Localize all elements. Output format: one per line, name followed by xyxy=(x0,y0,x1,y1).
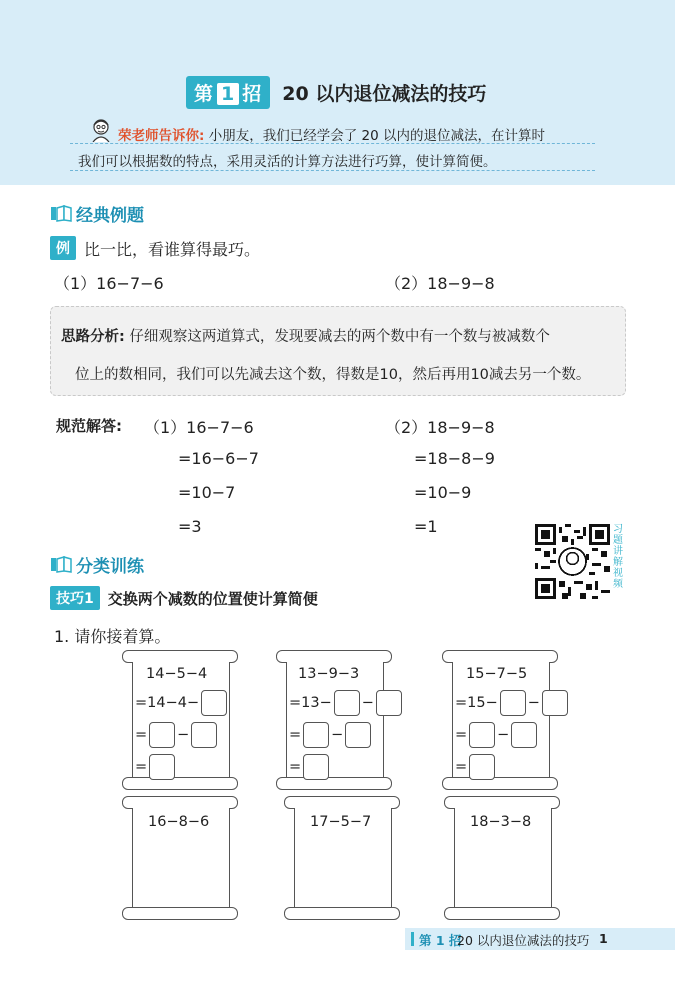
analysis-label: 思路分析: xyxy=(61,329,125,345)
teacher-icon xyxy=(88,116,114,142)
equals-sign: = xyxy=(289,759,302,775)
answer-box[interactable] xyxy=(201,690,227,716)
scroll-card xyxy=(284,796,402,921)
footer-chapter: 第 1 招 xyxy=(419,933,462,948)
analysis-box xyxy=(50,306,626,396)
scroll-card xyxy=(122,796,240,921)
example-prompt xyxy=(50,236,260,260)
section-classic xyxy=(50,201,144,226)
skill-text: 交换两个减数的位置使计算简便 xyxy=(107,589,318,608)
answer-box[interactable] xyxy=(149,754,175,780)
equals-sign: = xyxy=(289,727,302,743)
section-training-title: 分类训练 xyxy=(76,557,144,577)
scroll-expression: 18−3−8 xyxy=(470,814,532,830)
answer-box[interactable] xyxy=(345,722,371,748)
chapter-badge xyxy=(186,76,270,109)
answer-box[interactable] xyxy=(500,690,526,716)
footer-accent-bar xyxy=(411,932,414,946)
tip-speaker: 荣老师告诉你: xyxy=(118,128,205,144)
answer-1-step-1: （1）16−7−6 xyxy=(144,418,254,437)
example-q1: （1）16−7−6 xyxy=(54,274,164,293)
scroll-step-row xyxy=(454,754,496,780)
answer-box[interactable] xyxy=(303,754,329,780)
step-prefix: =15− xyxy=(455,695,498,711)
analysis-line-2: 位上的数相同，我们可以先减去这个数，得数是10，然后再用10减去另一个数。 xyxy=(75,367,591,383)
scroll-expression: 17−5−7 xyxy=(310,814,372,830)
equals-sign: = xyxy=(455,759,468,775)
page-title xyxy=(186,76,486,109)
badge-suffix: 招 xyxy=(242,83,263,105)
qr-code-icon[interactable] xyxy=(535,524,610,599)
minus-sign: − xyxy=(497,727,510,743)
scroll-expression: 14−5−4 xyxy=(146,666,208,682)
page-number: 1 xyxy=(599,931,608,946)
answer-box[interactable] xyxy=(469,722,495,748)
minus-sign: − xyxy=(331,727,344,743)
answer-2-step-1: （2）18−9−8 xyxy=(385,418,495,437)
answer-box[interactable] xyxy=(303,722,329,748)
minus-sign: − xyxy=(361,695,374,711)
scroll-step-row xyxy=(454,690,569,716)
analysis-text-1: 仔细观察这两道算式，发现要减去的两个数中有一个数与被减数个 xyxy=(129,329,550,345)
minus-sign: − xyxy=(527,695,540,711)
badge-prefix: 第 xyxy=(194,83,215,105)
example-tag: 例 xyxy=(50,236,76,260)
tip-line-1 xyxy=(118,124,545,144)
equals-sign: = xyxy=(135,759,148,775)
answer-box[interactable] xyxy=(191,722,217,748)
answer-box[interactable] xyxy=(469,754,495,780)
section-classic-title: 经典例题 xyxy=(76,206,144,226)
question-1-label: 1. 请你接着算。 xyxy=(54,627,171,646)
badge-number: 1 xyxy=(217,83,239,105)
divider xyxy=(70,170,595,171)
skill-tag: 技巧1 xyxy=(50,586,100,610)
scroll-card xyxy=(442,650,560,790)
answer-1-step-4: =3 xyxy=(178,517,202,536)
scroll-card xyxy=(276,650,394,790)
equals-sign: = xyxy=(135,727,148,743)
title-text: 20 以内退位减法的技巧 xyxy=(282,83,487,105)
section-training xyxy=(50,552,144,577)
scroll-expression: 15−7−5 xyxy=(466,666,528,682)
equals-sign: = xyxy=(455,727,468,743)
answer-2-step-3: =10−9 xyxy=(414,483,472,502)
scroll-expression: 16−8−6 xyxy=(148,814,210,830)
answer-box[interactable] xyxy=(376,690,402,716)
book-icon xyxy=(50,205,72,222)
example-prompt-text: 比一比，看谁算得最巧。 xyxy=(84,239,261,259)
answer-2-step-2: =18−8−9 xyxy=(414,449,495,468)
footer-title: 20 以内退位减法的技巧 xyxy=(457,933,590,948)
answer-1-step-2: =16−6−7 xyxy=(178,449,259,468)
scroll-step-row xyxy=(134,690,228,716)
scroll-card xyxy=(122,650,240,790)
answer-label: 规范解答: xyxy=(56,417,122,435)
answer-box[interactable] xyxy=(542,690,568,716)
answer-box[interactable] xyxy=(511,722,537,748)
scroll-step-row xyxy=(288,690,403,716)
scroll-step-row xyxy=(134,722,218,748)
answer-1-step-3: =10−7 xyxy=(178,483,236,502)
tip-text-1: 小朋友，我们已经学会了 20 以内的退位减法，在计算时 xyxy=(208,128,545,144)
scroll-expression: 13−9−3 xyxy=(298,666,360,682)
answer-box[interactable] xyxy=(149,722,175,748)
scroll-card xyxy=(444,796,562,921)
answer-2-step-4: =1 xyxy=(414,517,438,536)
scroll-step-row xyxy=(134,754,176,780)
page-footer xyxy=(405,928,675,950)
book-icon xyxy=(50,556,72,573)
minus-sign: − xyxy=(177,727,190,743)
answer-box[interactable] xyxy=(334,690,360,716)
qr-caption: 习题讲解视频 xyxy=(613,524,623,590)
scroll-step-row xyxy=(288,754,330,780)
step-prefix: =13− xyxy=(289,695,332,711)
divider xyxy=(70,143,595,144)
skill-heading xyxy=(50,586,318,610)
tip-line-2: 我们可以根据数的特点，采用灵活的计算方法进行巧算，使计算简便。 xyxy=(78,154,497,170)
step-prefix: =14−4− xyxy=(135,695,200,711)
example-q2: （2）18−9−8 xyxy=(385,274,495,293)
scroll-step-row xyxy=(454,722,538,748)
scroll-step-row xyxy=(288,722,372,748)
analysis-line-1 xyxy=(61,325,550,346)
